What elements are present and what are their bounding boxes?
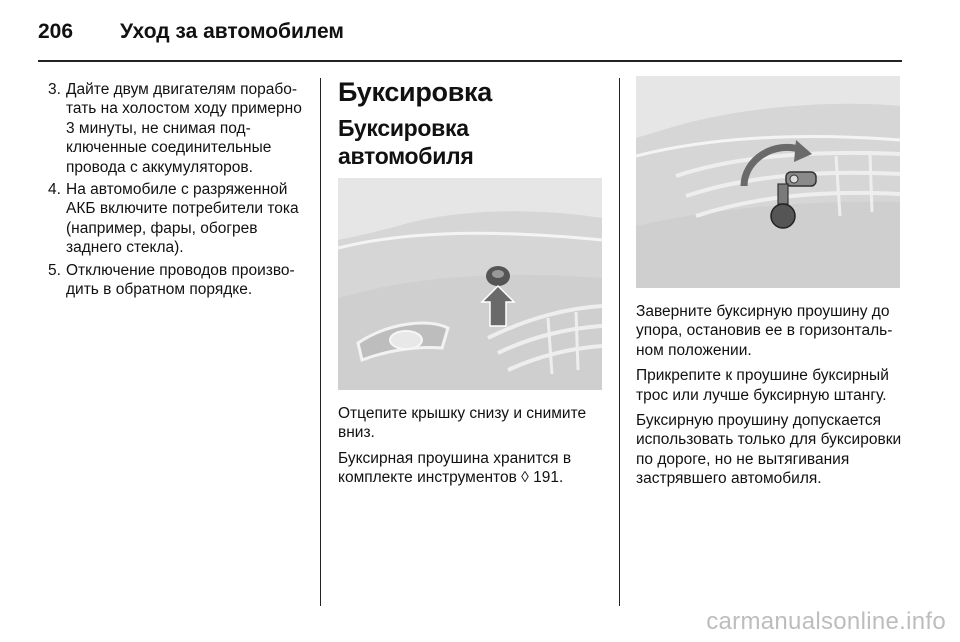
bumper-cover-illustration (338, 178, 602, 390)
step-text: Отключение проводов производить в обратном порядке. (66, 261, 295, 299)
column-left (48, 80, 310, 302)
chapter-title: Уход за автомобилем (120, 20, 344, 43)
step-number: 4. (48, 181, 61, 199)
towing-eye-illustration (636, 76, 900, 288)
step-number: 3. (48, 81, 61, 98)
section-subheading: Буксировка автомобиля (338, 115, 474, 169)
paragraph: Прикрепите к проушине буксирный трос или лучше буксирную штангу. (636, 367, 889, 404)
paragraph: Заверните буксирную проушину до упора, остановив ее в горизонтальном положении. (636, 303, 893, 359)
step-item (48, 180, 310, 258)
watermark: carmanualsonline.info (706, 608, 946, 635)
step-item (48, 80, 310, 177)
step-text: На автомобиле с разряженной АКБ включите потребители тока (например, фары, обогрев заднего стекла). (66, 181, 299, 257)
page-ref-number: 191. (528, 469, 564, 487)
step-text: Дайте двум двигателям поработать на холостом ходу примерно 3 минуты, не снимая подключенные соединительные провода с аккумуляторов. (66, 81, 302, 176)
paragraph-text: Буксирная проушина хранится в комплекте инструментов (338, 449, 572, 487)
paragraph (338, 449, 606, 488)
column-divider-2 (619, 78, 620, 606)
header-rule (38, 60, 902, 62)
paragraph: Буксирную проушину допускается использовать только для буксировки по дороге, но не вытягивания застрявшего автомобиля. (636, 412, 902, 488)
page-header (38, 14, 918, 54)
page-number: 206 (38, 20, 74, 43)
paragraph: Отцепите крышку снизу и снимите вниз. (338, 405, 587, 442)
step-item (48, 261, 310, 300)
step-number: 5. (48, 261, 61, 279)
column-right (636, 76, 904, 495)
page-ref-icon: ◊ (521, 469, 529, 487)
section-heading: Буксировка (338, 77, 492, 107)
column-middle (338, 76, 606, 494)
column-divider-1 (320, 78, 321, 606)
